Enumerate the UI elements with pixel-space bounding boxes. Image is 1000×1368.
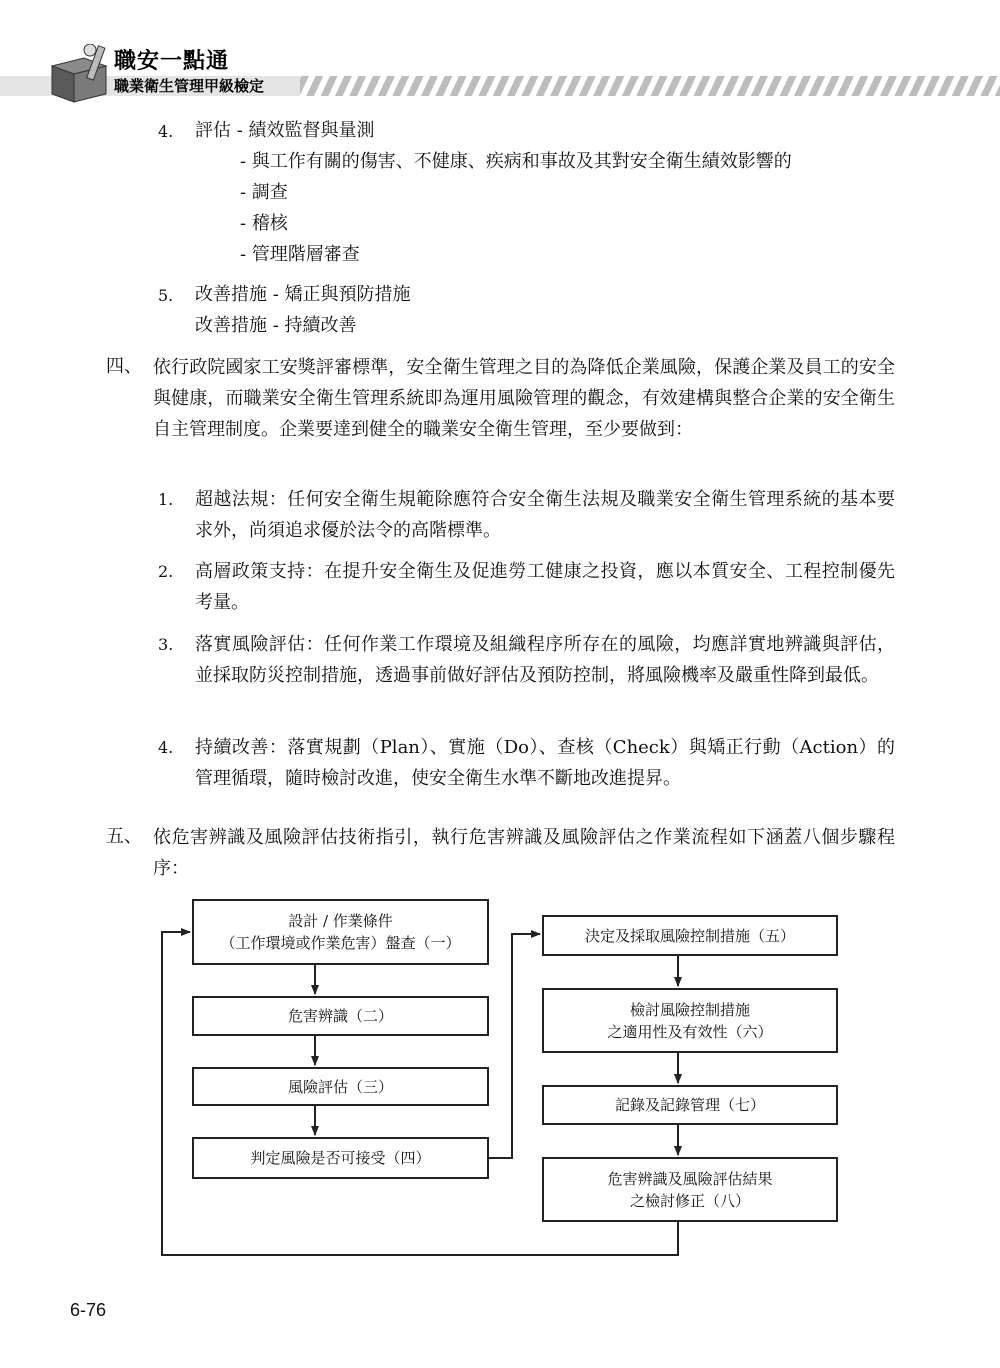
flow-step-5 [542, 915, 838, 956]
toolbox-icon [44, 44, 114, 106]
flow-step-4 [192, 1137, 489, 1179]
section4-marker: 四、 [106, 356, 142, 377]
item4-sub-1: - 與工作有關的傷害、不健康、疾病和事故及其對安全衛生績效影響的 [240, 151, 792, 172]
s4-item2-text: 高層政策支持：在提升安全衛生及促進勞工健康之投資，應以本質安全、工程控制優先考量。 [195, 561, 895, 613]
s4-item2-number: 2. [158, 562, 174, 581]
flow-step-7 [542, 1085, 838, 1125]
flow-step-6-line1: 檢討風險控制措施 [629, 1000, 750, 1019]
flow-step-3 [192, 1067, 489, 1106]
flow-step-2 [192, 996, 489, 1036]
s4-item4-text: 持續改善：落實規劃（Plan）、實施（Do）、查核（Check）與矯正行動（Action）的管理循環，隨時檢討改進，使安全衛生水準不斷地改進提昇。 [195, 737, 895, 789]
flow-step-2-line1: 危害辨識（二） [287, 1007, 393, 1025]
section5-text: 依危害辨識及風險評估技術指引，執行危害辨識及風險評估之作業流程如下涵蓋八個步驟程序： [153, 827, 895, 879]
section5-marker: 五、 [106, 826, 142, 847]
flow-step-6-line2: 之適用性及有效性（六） [607, 1022, 773, 1041]
page-number: 6-76 [70, 1300, 107, 1320]
section4-text: 依行政院國家工安獎評審標準，安全衛生管理之目的為降低企業風險，保護企業及員工的安全與健康，而職業安全衛生管理系統即為運用風險管理的觀念，有效建構與整合企業的安全衛生自主管理制度。企業要達到健全的職業安全衛生管理，至少要做到： [153, 357, 895, 440]
flow-step-7-line1: 記錄及記錄管理（七） [614, 1096, 765, 1114]
flow-step-8-line1: 危害辨識及風險評估結果 [607, 1169, 773, 1188]
s4-item4-number: 4. [158, 738, 174, 757]
flow-step-8-line2: 之檢討修正（八） [629, 1191, 750, 1210]
item5-line1: 改善措施 - 矯正與預防措施 [195, 284, 411, 305]
header-title: 職安一點通 [114, 49, 230, 74]
item4-sub-4: - 管理階層審查 [240, 244, 360, 265]
s4-item1-number: 1. [158, 490, 174, 509]
page-header [0, 0, 1000, 110]
flow-step-1-line2: （工作環境或作業危害）盤查（一） [220, 934, 461, 952]
s4-item1-text: 超越法規：任何安全衛生規範除應符合安全衛生法規及職業安全衛生管理系統的基本要求外，尚須追求優於法令的高階標準。 [195, 489, 895, 541]
flow-step-5-line1: 決定及採取風險控制措施（五） [584, 926, 795, 945]
flow-step-3-line1: 風險評估（三） [287, 1077, 393, 1096]
item4-sub-3: - 稽核 [240, 213, 288, 234]
header-subtitle: 職業衛生管理甲級檢定 [114, 77, 265, 95]
s4-item3-number: 3. [158, 635, 174, 654]
flow-step-4-line1: 判定風險是否可接受（四） [250, 1149, 431, 1167]
item5-number: 5. [158, 286, 174, 305]
flow-step-1 [192, 899, 489, 965]
item4-title: 評估 - 績效監督與量測 [195, 120, 375, 141]
item4-number: 4. [158, 122, 174, 141]
flow-step-8 [542, 1157, 838, 1222]
item4-sub-2: - 調查 [240, 182, 288, 203]
flow-step-1-line1: 設計 / 作業條件 [288, 912, 393, 930]
item5-line2: 改善措施 - 持續改善 [195, 315, 357, 336]
flow-step-6 [542, 988, 838, 1053]
s4-item3-text: 落實風險評估：任何作業工作環境及組織程序所存在的風險，均應詳實地辨識與評估，並採取防災控制措施，透過事前做好評估及預防控制，將風險機率及嚴重性降到最低。 [195, 634, 895, 686]
